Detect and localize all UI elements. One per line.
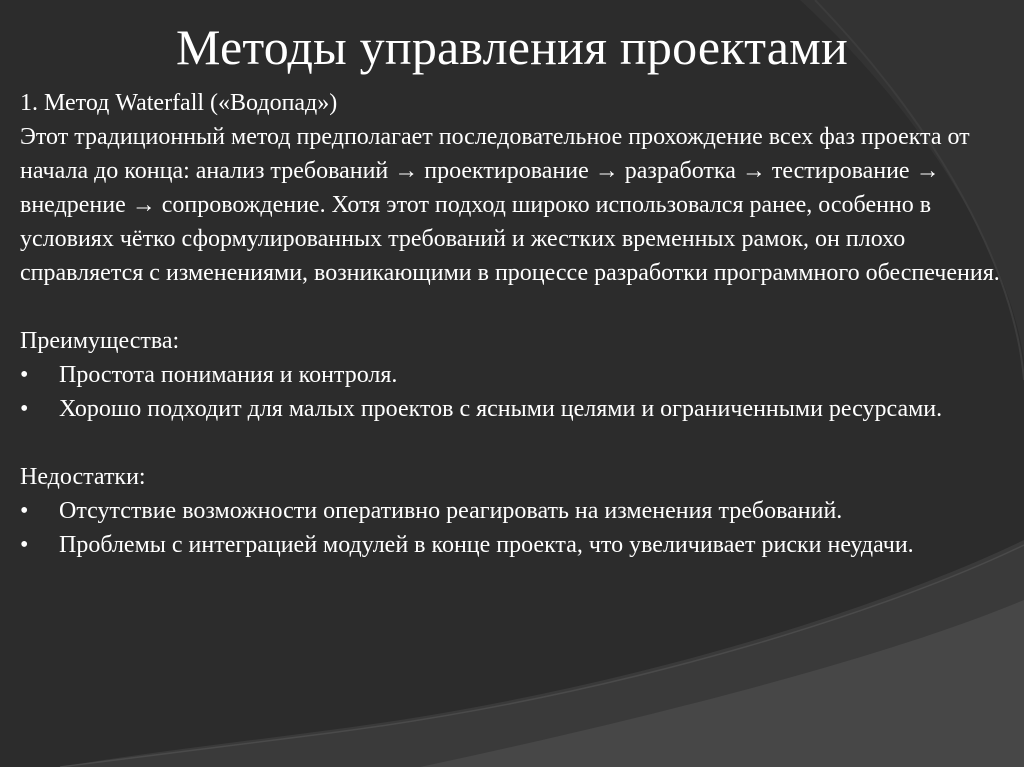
bullet-icon: • bbox=[20, 396, 29, 422]
slide-title: Методы управления проектами bbox=[176, 19, 848, 75]
disadvantage-text: Отсутствие возможности оперативно реагировать на изменения требований. bbox=[59, 498, 843, 524]
advantage-item bbox=[20, 392, 1005, 426]
advantage-text: Хорошо подходит для малых проектов с ясными целями и ограниченными ресурсами. bbox=[59, 396, 943, 422]
advantage-text: Простота понимания и контроля. bbox=[59, 362, 398, 388]
disadvantage-text: Проблемы с интеграцией модулей в конце проекта, что увеличивает риски неудачи. bbox=[59, 532, 914, 558]
advantage-item bbox=[20, 358, 1005, 392]
spacer bbox=[20, 290, 1005, 324]
spacer bbox=[20, 426, 1005, 460]
disadvantage-item bbox=[20, 494, 1005, 528]
bullet-icon: • bbox=[20, 532, 29, 558]
disadvantages-heading: Недостатки: bbox=[20, 464, 146, 490]
bullet-icon: • bbox=[20, 362, 29, 388]
disadvantage-item bbox=[20, 528, 1005, 562]
slide-content bbox=[20, 86, 1005, 562]
advantages-heading: Преимущества: bbox=[20, 328, 180, 354]
method-heading: 1. Метод Waterfall («Водопад») bbox=[20, 90, 338, 116]
bullet-icon: • bbox=[20, 498, 29, 524]
method-description: Этот традиционный метод предполагает последовательное прохождение всех фаз проекта от начала до конца: анализ требований → проектирование → разработка → тестирование → внедрение → сопровождение. Хотя этот подход широко использовался ранее, особенно в условиях чётко сформулированных требований и жестких временных рамок, он плохо справляется с изменениями, возникающими в процессе разработки программного обеспечения. bbox=[20, 124, 1000, 286]
